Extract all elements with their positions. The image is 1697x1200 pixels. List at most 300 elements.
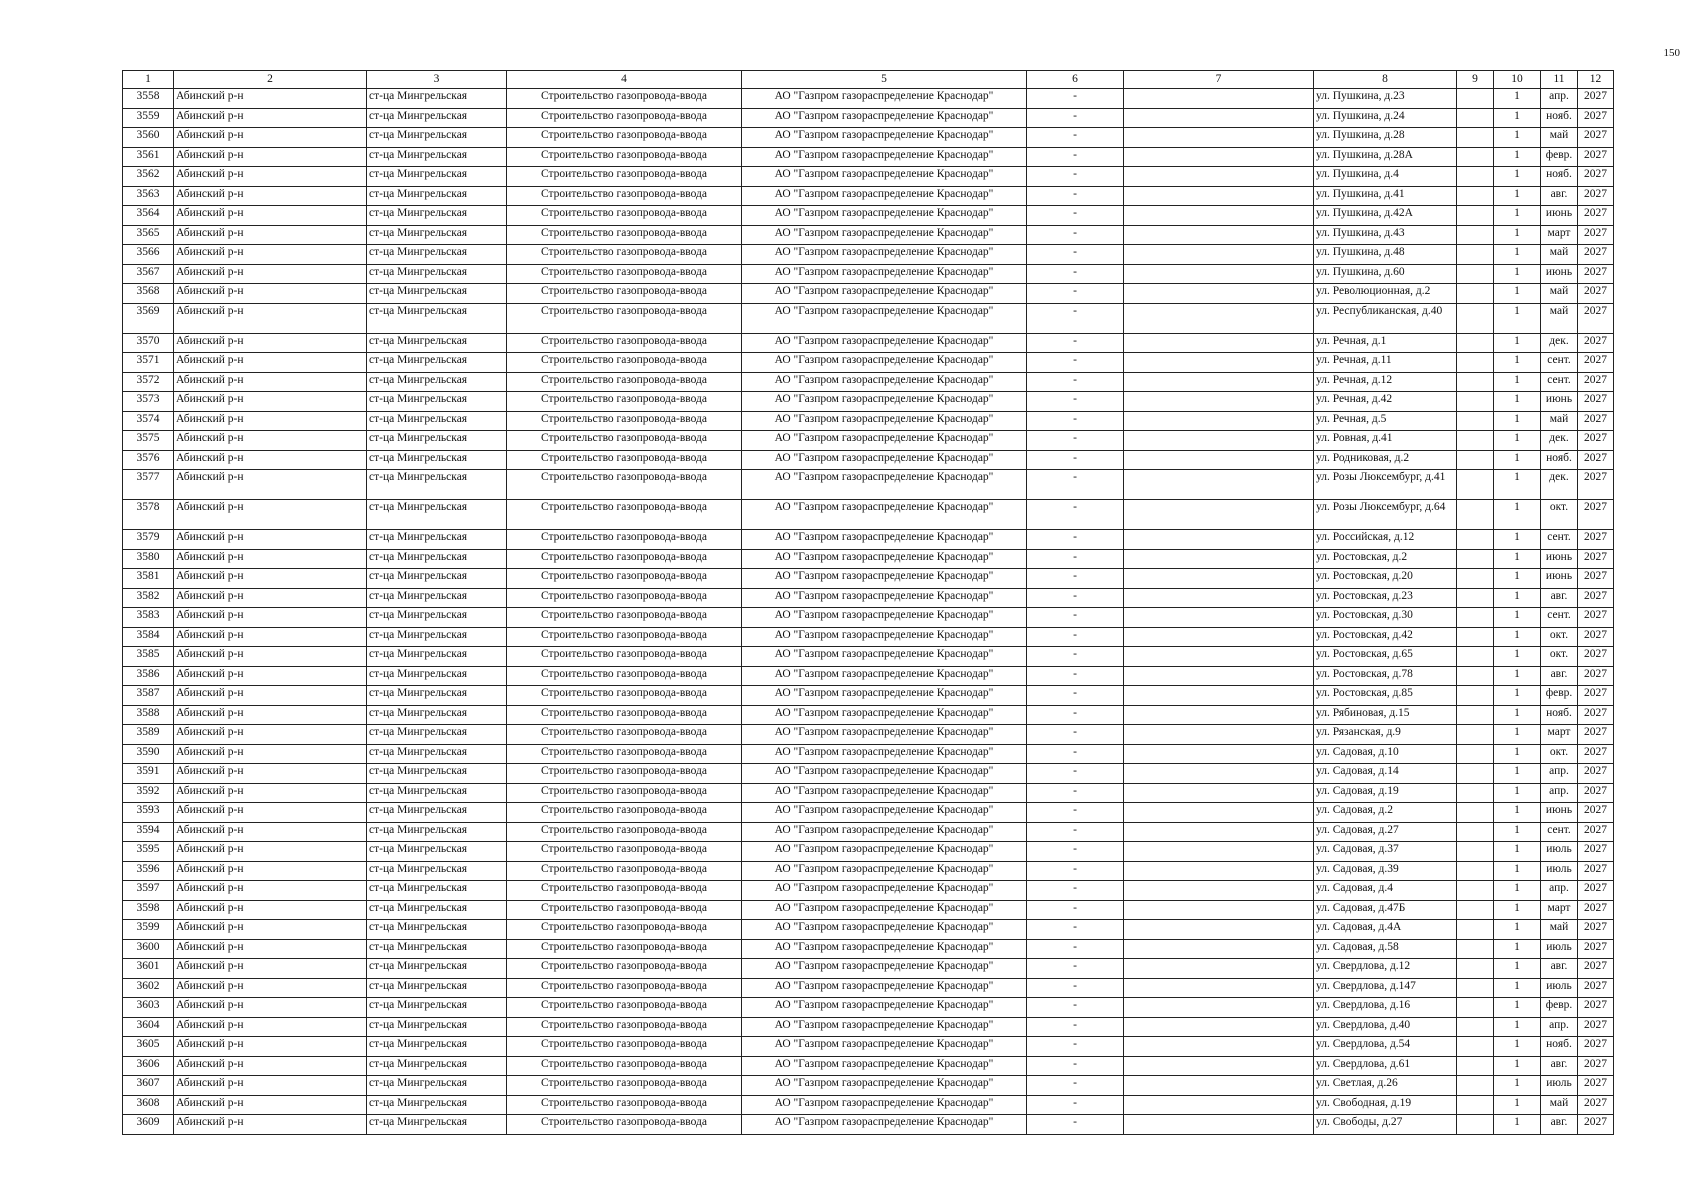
column-6-cell: - — [1027, 978, 1124, 998]
month-cell: авг. — [1541, 959, 1578, 979]
work-type-cell: Строительство газопровода-ввода — [507, 920, 742, 940]
organization-cell: АО "Газпром газораспределение Краснодар" — [742, 881, 1027, 901]
column-6-cell: - — [1027, 588, 1124, 608]
work-type-cell: Строительство газопровода-ввода — [507, 998, 742, 1018]
district-cell: Абинский р-н — [174, 450, 367, 470]
work-type-cell: Строительство газопровода-ввода — [507, 108, 742, 128]
month-cell: июнь — [1541, 549, 1578, 569]
month-cell: авг. — [1541, 186, 1578, 206]
work-type-cell: Строительство газопровода-ввода — [507, 1076, 742, 1096]
year-cell: 2027 — [1578, 920, 1614, 940]
district-cell: Абинский р-н — [174, 431, 367, 451]
month-cell: нояб. — [1541, 1037, 1578, 1057]
settlement-cell: ст-ца Мингрельская — [367, 500, 507, 530]
column-7-cell — [1124, 705, 1314, 725]
settlement-cell: ст-ца Мингрельская — [367, 167, 507, 187]
table-row — [123, 1017, 1614, 1037]
settlement-cell: ст-ца Мингрельская — [367, 411, 507, 431]
month-cell: май — [1541, 284, 1578, 304]
address-cell: ул. Пушкина, д.41 — [1314, 186, 1457, 206]
address-cell: ул. Садовая, д.2 — [1314, 803, 1457, 823]
quantity-cell: 1 — [1494, 392, 1541, 412]
address-cell: ул. Садовая, д.14 — [1314, 764, 1457, 784]
column-6-cell: - — [1027, 608, 1124, 628]
organization-cell: АО "Газпром газораспределение Краснодар" — [742, 939, 1027, 959]
column-7-cell — [1124, 744, 1314, 764]
quantity-cell: 1 — [1494, 920, 1541, 940]
settlement-cell: ст-ца Мингрельская — [367, 822, 507, 842]
address-cell: ул. Садовая, д.10 — [1314, 744, 1457, 764]
settlement-cell: ст-ца Мингрельская — [367, 1076, 507, 1096]
column-header: 6 — [1027, 71, 1124, 89]
column-7-cell — [1124, 353, 1314, 373]
work-type-cell: Строительство газопровода-ввода — [507, 647, 742, 667]
table-row — [123, 725, 1614, 745]
column-9-cell — [1457, 627, 1494, 647]
quantity-cell: 1 — [1494, 225, 1541, 245]
organization-cell: АО "Газпром газораспределение Краснодар" — [742, 666, 1027, 686]
work-type-cell: Строительство газопровода-ввода — [507, 225, 742, 245]
work-type-cell: Строительство газопровода-ввода — [507, 530, 742, 550]
column-header: 5 — [742, 71, 1027, 89]
organization-cell: АО "Газпром газораспределение Краснодар" — [742, 686, 1027, 706]
district-cell: Абинский р-н — [174, 470, 367, 500]
district-cell: Абинский р-н — [174, 392, 367, 412]
column-7-cell — [1124, 411, 1314, 431]
settlement-cell: ст-ца Мингрельская — [367, 1115, 507, 1135]
address-cell: ул. Рязанская, д.9 — [1314, 725, 1457, 745]
column-header: 8 — [1314, 71, 1457, 89]
year-cell: 2027 — [1578, 1037, 1614, 1057]
year-cell: 2027 — [1578, 186, 1614, 206]
work-type-cell: Строительство газопровода-ввода — [507, 500, 742, 530]
work-type-cell: Строительство газопровода-ввода — [507, 608, 742, 628]
settlement-cell: ст-ца Мингрельская — [367, 705, 507, 725]
year-cell: 2027 — [1578, 608, 1614, 628]
settlement-cell: ст-ца Мингрельская — [367, 284, 507, 304]
quantity-cell: 1 — [1494, 803, 1541, 823]
address-cell: ул. Светлая, д.26 — [1314, 1076, 1457, 1096]
row-number: 3590 — [123, 744, 174, 764]
month-cell: июнь — [1541, 569, 1578, 589]
district-cell: Абинский р-н — [174, 303, 367, 333]
quantity-cell: 1 — [1494, 939, 1541, 959]
column-6-cell: - — [1027, 167, 1124, 187]
organization-cell: АО "Газпром газораспределение Краснодар" — [742, 1056, 1027, 1076]
settlement-cell: ст-ца Мингрельская — [367, 89, 507, 109]
year-cell: 2027 — [1578, 470, 1614, 500]
settlement-cell: ст-ца Мингрельская — [367, 725, 507, 745]
work-type-cell: Строительство газопровода-ввода — [507, 783, 742, 803]
column-9-cell — [1457, 1095, 1494, 1115]
column-7-cell — [1124, 450, 1314, 470]
district-cell: Абинский р-н — [174, 920, 367, 940]
quantity-cell: 1 — [1494, 1037, 1541, 1057]
settlement-cell: ст-ца Мингрельская — [367, 264, 507, 284]
column-9-cell — [1457, 1076, 1494, 1096]
row-number: 3588 — [123, 705, 174, 725]
year-cell: 2027 — [1578, 842, 1614, 862]
organization-cell: АО "Газпром газораспределение Краснодар" — [742, 1037, 1027, 1057]
address-cell: ул. Ростовская, д.30 — [1314, 608, 1457, 628]
quantity-cell: 1 — [1494, 978, 1541, 998]
column-9-cell — [1457, 647, 1494, 667]
year-cell: 2027 — [1578, 1056, 1614, 1076]
table-row — [123, 588, 1614, 608]
table-row — [123, 225, 1614, 245]
settlement-cell: ст-ца Мингрельская — [367, 372, 507, 392]
column-6-cell: - — [1027, 284, 1124, 304]
row-number: 3595 — [123, 842, 174, 862]
column-9-cell — [1457, 431, 1494, 451]
month-cell: нояб. — [1541, 108, 1578, 128]
column-9-cell — [1457, 783, 1494, 803]
column-7-cell — [1124, 1095, 1314, 1115]
column-7-cell — [1124, 392, 1314, 412]
month-cell: сент. — [1541, 608, 1578, 628]
quantity-cell: 1 — [1494, 647, 1541, 667]
header-row — [123, 71, 1614, 89]
address-cell: ул. Родниковая, д.2 — [1314, 450, 1457, 470]
table-row — [123, 920, 1614, 940]
year-cell: 2027 — [1578, 500, 1614, 530]
column-6-cell: - — [1027, 431, 1124, 451]
organization-cell: АО "Газпром газораспределение Краснодар" — [742, 431, 1027, 451]
settlement-cell: ст-ца Мингрельская — [367, 900, 507, 920]
settlement-cell: ст-ца Мингрельская — [367, 186, 507, 206]
address-cell: ул. Садовая, д.37 — [1314, 842, 1457, 862]
year-cell: 2027 — [1578, 783, 1614, 803]
row-number: 3597 — [123, 881, 174, 901]
table-row — [123, 333, 1614, 353]
row-number: 3566 — [123, 245, 174, 265]
address-cell: ул. Садовая, д.39 — [1314, 861, 1457, 881]
month-cell: окт. — [1541, 744, 1578, 764]
organization-cell: АО "Газпром газораспределение Краснодар" — [742, 147, 1027, 167]
column-6-cell: - — [1027, 225, 1124, 245]
district-cell: Абинский р-н — [174, 861, 367, 881]
year-cell: 2027 — [1578, 411, 1614, 431]
table-row — [123, 998, 1614, 1018]
row-number: 3574 — [123, 411, 174, 431]
settlement-cell: ст-ца Мингрельская — [367, 549, 507, 569]
year-cell: 2027 — [1578, 264, 1614, 284]
quantity-cell: 1 — [1494, 1056, 1541, 1076]
year-cell: 2027 — [1578, 89, 1614, 109]
address-cell: ул. Ростовская, д.85 — [1314, 686, 1457, 706]
organization-cell: АО "Газпром газораспределение Краснодар" — [742, 167, 1027, 187]
table-row — [123, 881, 1614, 901]
address-cell: ул. Свободная, д.19 — [1314, 1095, 1457, 1115]
column-7-cell — [1124, 128, 1314, 148]
organization-cell: АО "Газпром газораспределение Краснодар" — [742, 959, 1027, 979]
month-cell: июнь — [1541, 264, 1578, 284]
year-cell: 2027 — [1578, 627, 1614, 647]
quantity-cell: 1 — [1494, 372, 1541, 392]
year-cell: 2027 — [1578, 303, 1614, 333]
work-type-cell: Строительство газопровода-ввода — [507, 588, 742, 608]
district-cell: Абинский р-н — [174, 530, 367, 550]
table-row — [123, 803, 1614, 823]
column-6-cell: - — [1027, 842, 1124, 862]
row-number: 3609 — [123, 1115, 174, 1135]
address-cell: ул. Свердлова, д.40 — [1314, 1017, 1457, 1037]
row-number: 3605 — [123, 1037, 174, 1057]
column-9-cell — [1457, 939, 1494, 959]
address-cell: ул. Речная, д.11 — [1314, 353, 1457, 373]
work-type-cell: Строительство газопровода-ввода — [507, 353, 742, 373]
month-cell: авг. — [1541, 666, 1578, 686]
column-7-cell — [1124, 264, 1314, 284]
year-cell: 2027 — [1578, 822, 1614, 842]
quantity-cell: 1 — [1494, 167, 1541, 187]
column-7-cell — [1124, 206, 1314, 226]
address-cell: ул. Ростовская, д.2 — [1314, 549, 1457, 569]
column-9-cell — [1457, 353, 1494, 373]
quantity-cell: 1 — [1494, 569, 1541, 589]
work-type-cell: Строительство газопровода-ввода — [507, 1115, 742, 1135]
year-cell: 2027 — [1578, 998, 1614, 1018]
district-cell: Абинский р-н — [174, 998, 367, 1018]
settlement-cell: ст-ца Мингрельская — [367, 245, 507, 265]
column-9-cell — [1457, 666, 1494, 686]
column-6-cell: - — [1027, 372, 1124, 392]
district-cell: Абинский р-н — [174, 245, 367, 265]
column-6-cell: - — [1027, 822, 1124, 842]
address-cell: ул. Ростовская, д.42 — [1314, 627, 1457, 647]
address-cell: ул. Розы Люксембург, д.64 — [1314, 500, 1457, 530]
table-row — [123, 500, 1614, 530]
organization-cell: АО "Газпром газораспределение Краснодар" — [742, 998, 1027, 1018]
column-9-cell — [1457, 392, 1494, 412]
month-cell: июль — [1541, 978, 1578, 998]
year-cell: 2027 — [1578, 206, 1614, 226]
year-cell: 2027 — [1578, 569, 1614, 589]
month-cell: май — [1541, 128, 1578, 148]
month-cell: июнь — [1541, 803, 1578, 823]
column-9-cell — [1457, 303, 1494, 333]
organization-cell: АО "Газпром газораспределение Краснодар" — [742, 725, 1027, 745]
address-cell: ул. Садовая, д.58 — [1314, 939, 1457, 959]
address-cell: ул. Садовая, д.47Б — [1314, 900, 1457, 920]
address-cell: ул. Ровная, д.41 — [1314, 431, 1457, 451]
work-type-cell: Строительство газопровода-ввода — [507, 939, 742, 959]
year-cell: 2027 — [1578, 128, 1614, 148]
column-9-cell — [1457, 128, 1494, 148]
column-6-cell: - — [1027, 245, 1124, 265]
quantity-cell: 1 — [1494, 725, 1541, 745]
column-6-cell: - — [1027, 783, 1124, 803]
address-cell: ул. Свердлова, д.147 — [1314, 978, 1457, 998]
settlement-cell: ст-ца Мингрельская — [367, 530, 507, 550]
year-cell: 2027 — [1578, 900, 1614, 920]
column-7-cell — [1124, 1037, 1314, 1057]
column-6-cell: - — [1027, 89, 1124, 109]
table-row — [123, 822, 1614, 842]
month-cell: июль — [1541, 939, 1578, 959]
year-cell: 2027 — [1578, 939, 1614, 959]
quantity-cell: 1 — [1494, 764, 1541, 784]
year-cell: 2027 — [1578, 686, 1614, 706]
column-header: 2 — [174, 71, 367, 89]
organization-cell: АО "Газпром газораспределение Краснодар" — [742, 303, 1027, 333]
column-7-cell — [1124, 881, 1314, 901]
row-number: 3596 — [123, 861, 174, 881]
work-type-cell: Строительство газопровода-ввода — [507, 1095, 742, 1115]
column-9-cell — [1457, 881, 1494, 901]
column-6-cell: - — [1027, 627, 1124, 647]
district-cell: Абинский р-н — [174, 353, 367, 373]
row-number: 3572 — [123, 372, 174, 392]
year-cell: 2027 — [1578, 978, 1614, 998]
address-cell: ул. Пушкина, д.43 — [1314, 225, 1457, 245]
settlement-cell: ст-ца Мингрельская — [367, 1056, 507, 1076]
column-6-cell: - — [1027, 1056, 1124, 1076]
address-cell: ул. Ростовская, д.23 — [1314, 588, 1457, 608]
column-7-cell — [1124, 303, 1314, 333]
column-6-cell: - — [1027, 1037, 1124, 1057]
year-cell: 2027 — [1578, 372, 1614, 392]
district-cell: Абинский р-н — [174, 186, 367, 206]
quantity-cell: 1 — [1494, 333, 1541, 353]
district-cell: Абинский р-н — [174, 225, 367, 245]
organization-cell: АО "Газпром газораспределение Краснодар" — [742, 647, 1027, 667]
month-cell: март — [1541, 900, 1578, 920]
quantity-cell: 1 — [1494, 264, 1541, 284]
column-7-cell — [1124, 764, 1314, 784]
year-cell: 2027 — [1578, 147, 1614, 167]
column-7-cell — [1124, 530, 1314, 550]
column-9-cell — [1457, 245, 1494, 265]
column-7-cell — [1124, 803, 1314, 823]
column-9-cell — [1457, 1115, 1494, 1135]
organization-cell: АО "Газпром газораспределение Краснодар" — [742, 920, 1027, 940]
organization-cell: АО "Газпром газораспределение Краснодар" — [742, 1095, 1027, 1115]
table-row — [123, 842, 1614, 862]
settlement-cell: ст-ца Мингрельская — [367, 939, 507, 959]
column-9-cell — [1457, 284, 1494, 304]
district-cell: Абинский р-н — [174, 744, 367, 764]
settlement-cell: ст-ца Мингрельская — [367, 225, 507, 245]
district-cell: Абинский р-н — [174, 147, 367, 167]
organization-cell: АО "Газпром газораспределение Краснодар" — [742, 803, 1027, 823]
table-row — [123, 1056, 1614, 1076]
district-cell: Абинский р-н — [174, 1115, 367, 1135]
column-7-cell — [1124, 470, 1314, 500]
address-cell: ул. Речная, д.1 — [1314, 333, 1457, 353]
settlement-cell: ст-ца Мингрельская — [367, 353, 507, 373]
table-row — [123, 978, 1614, 998]
address-cell: ул. Пушкина, д.60 — [1314, 264, 1457, 284]
table-row — [123, 764, 1614, 784]
month-cell: февр. — [1541, 998, 1578, 1018]
organization-cell: АО "Газпром газораспределение Краснодар" — [742, 822, 1027, 842]
district-cell: Абинский р-н — [174, 842, 367, 862]
column-9-cell — [1457, 822, 1494, 842]
organization-cell: АО "Газпром газораспределение Краснодар" — [742, 842, 1027, 862]
work-type-cell: Строительство газопровода-ввода — [507, 167, 742, 187]
address-cell: ул. Речная, д.12 — [1314, 372, 1457, 392]
work-type-cell: Строительство газопровода-ввода — [507, 1056, 742, 1076]
quantity-cell: 1 — [1494, 861, 1541, 881]
district-cell: Абинский р-н — [174, 206, 367, 226]
work-type-cell: Строительство газопровода-ввода — [507, 549, 742, 569]
month-cell: нояб. — [1541, 167, 1578, 187]
column-6-cell: - — [1027, 881, 1124, 901]
row-number: 3600 — [123, 939, 174, 959]
month-cell: окт. — [1541, 500, 1578, 530]
district-cell: Абинский р-н — [174, 549, 367, 569]
column-9-cell — [1457, 959, 1494, 979]
quantity-cell: 1 — [1494, 549, 1541, 569]
column-6-cell: - — [1027, 549, 1124, 569]
row-number: 3598 — [123, 900, 174, 920]
table-row — [123, 530, 1614, 550]
column-header: 3 — [367, 71, 507, 89]
quantity-cell: 1 — [1494, 470, 1541, 500]
address-cell: ул. Пушкина, д.23 — [1314, 89, 1457, 109]
column-6-cell: - — [1027, 1095, 1124, 1115]
district-cell: Абинский р-н — [174, 822, 367, 842]
column-9-cell — [1457, 608, 1494, 628]
month-cell: авг. — [1541, 588, 1578, 608]
settlement-cell: ст-ца Мингрельская — [367, 128, 507, 148]
column-7-cell — [1124, 372, 1314, 392]
work-type-cell: Строительство газопровода-ввода — [507, 1017, 742, 1037]
row-number: 3558 — [123, 89, 174, 109]
column-9-cell — [1457, 500, 1494, 530]
organization-cell: АО "Газпром газораспределение Краснодар" — [742, 450, 1027, 470]
column-6-cell: - — [1027, 764, 1124, 784]
month-cell: июнь — [1541, 392, 1578, 412]
quantity-cell: 1 — [1494, 686, 1541, 706]
quantity-cell: 1 — [1494, 284, 1541, 304]
year-cell: 2027 — [1578, 450, 1614, 470]
column-6-cell: - — [1027, 744, 1124, 764]
table-row — [123, 264, 1614, 284]
column-9-cell — [1457, 803, 1494, 823]
column-9-cell — [1457, 206, 1494, 226]
column-6-cell: - — [1027, 1115, 1124, 1135]
table-row — [123, 245, 1614, 265]
quantity-cell: 1 — [1494, 245, 1541, 265]
work-type-cell: Строительство газопровода-ввода — [507, 705, 742, 725]
column-7-cell — [1124, 431, 1314, 451]
column-7-cell — [1124, 108, 1314, 128]
year-cell: 2027 — [1578, 431, 1614, 451]
column-6-cell: - — [1027, 686, 1124, 706]
quantity-cell: 1 — [1494, 627, 1541, 647]
column-6-cell: - — [1027, 1017, 1124, 1037]
month-cell: дек. — [1541, 431, 1578, 451]
table-row — [123, 392, 1614, 412]
address-cell: ул. Пушкина, д.42А — [1314, 206, 1457, 226]
row-number: 3568 — [123, 284, 174, 304]
column-6-cell: - — [1027, 108, 1124, 128]
month-cell: апр. — [1541, 783, 1578, 803]
year-cell: 2027 — [1578, 803, 1614, 823]
organization-cell: АО "Газпром газораспределение Краснодар" — [742, 588, 1027, 608]
column-7-cell — [1124, 89, 1314, 109]
month-cell: май — [1541, 1095, 1578, 1115]
month-cell: февр. — [1541, 686, 1578, 706]
row-number: 3582 — [123, 588, 174, 608]
month-cell: сент. — [1541, 353, 1578, 373]
table-row — [123, 627, 1614, 647]
table-row — [123, 569, 1614, 589]
row-number: 3589 — [123, 725, 174, 745]
column-9-cell — [1457, 1056, 1494, 1076]
